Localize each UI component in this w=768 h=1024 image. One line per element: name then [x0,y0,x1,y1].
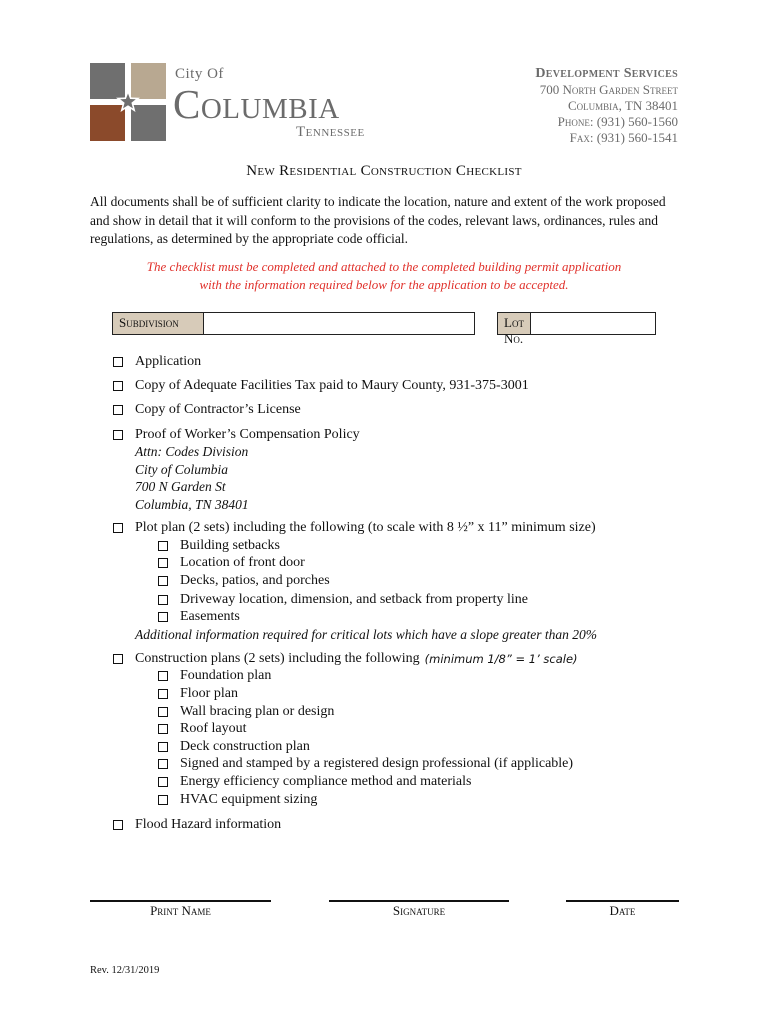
plot-sub-item [158,591,528,609]
item-label: Wall bracing plan or design [180,704,335,719]
item-label: Driveway location, dimension, and setback from property line [180,592,528,607]
checkbox[interactable] [113,405,123,415]
address-line: Columbia, TN 38401 [135,496,249,512]
department-city: Columbia, TN 38401 [567,98,678,113]
mailing-address [135,443,249,513]
checklist-item-application [113,353,201,371]
construction-sub-item [158,720,247,738]
checkbox[interactable] [158,576,168,586]
subdivision-input[interactable] [204,313,474,334]
notice-line-2: with the information required below for the application to be accepted. [199,277,569,292]
checkbox[interactable] [158,558,168,568]
checkbox[interactable] [158,612,168,622]
construction-sub-item [158,773,471,791]
checkbox[interactable] [158,795,168,805]
checkbox[interactable] [158,707,168,717]
item-label: Construction plans (2 sets) including the following [135,651,420,666]
address-line: Attn: Codes Division [135,444,249,459]
logo-tennessee: Tennessee [296,124,365,140]
checkbox[interactable] [158,759,168,769]
item-label: Signed and stamped by a registered design professional (if applicable) [180,756,574,771]
checkbox[interactable] [113,357,123,367]
date-line[interactable] [566,900,679,902]
lot-number-label: Lot No. [498,313,531,334]
address-line: 700 N Garden St [135,479,226,494]
construction-sub-item [158,703,334,721]
item-label: Location of front door [180,555,305,570]
intro-paragraph: All documents shall be of sufficient clarity to indicate the location, nature and extent of the work proposed and show in detail that it will conform to the provisions of the codes, relevant laws, ordinances, rules and regulations, as determined by the appropriate code official. [90,194,666,246]
checkbox[interactable] [113,654,123,664]
construction-sub-item [158,667,271,685]
construction-sub-item [158,685,238,703]
scale-note: (minimum 1/8” = 1’ scale) [424,652,578,666]
date-label: Date [609,903,636,918]
plot-sub-item [158,572,330,590]
signature-label: Signature [392,903,446,918]
department-phone: Phone: (931) 560-1560 [557,114,678,129]
item-label: Copy of Adequate Facilities Tax paid to Maury County, 931-375-3001 [135,378,529,393]
checkbox[interactable] [158,595,168,605]
requirement-notice [0,258,768,294]
checklist-item-plot-plan [113,519,596,537]
department-fax: Fax: (931) 560-1541 [569,130,678,145]
city-logo [90,63,166,141]
plot-sub-item [158,537,280,555]
item-label: Energy efficiency compliance method and materials [180,774,472,789]
checkbox[interactable] [158,541,168,551]
plot-sub-item [158,608,240,626]
print-name-line[interactable] [90,900,271,902]
checkbox[interactable] [113,523,123,533]
checkbox[interactable] [158,742,168,752]
item-label: Foundation plan [180,668,272,683]
checklist-item-workers-comp [113,426,360,444]
logo-city-of: City Of [175,66,224,82]
signature-line[interactable] [329,900,509,902]
star-icon [114,87,142,115]
lot-number-field [497,312,656,346]
critical-lots-note: Additional information required for critical lots which have a slope greater than 20% [135,627,597,642]
construction-sub-item [158,791,317,809]
checkbox[interactable] [113,430,123,440]
checklist-item-contractor-license [113,401,301,419]
construction-sub-item [158,738,310,756]
item-label: Floor plan [180,686,238,701]
item-label: HVAC equipment sizing [180,792,318,807]
item-label: Building setbacks [180,538,280,553]
item-label: Application [135,354,202,369]
item-label: Easements [180,609,240,624]
checkbox[interactable] [158,724,168,734]
checkbox[interactable] [158,777,168,787]
item-label: Copy of Contractor’s License [135,402,301,417]
print-name-label: Print Name [150,903,211,918]
department-address-block [535,66,678,146]
item-label: Proof of Worker’s Compensation Policy [135,427,360,442]
address-line: City of Columbia [135,461,229,477]
checkbox[interactable] [113,820,123,830]
checkbox[interactable] [158,689,168,699]
item-label: Roof layout [180,721,247,736]
checklist-item-construction-plans [113,650,578,668]
checklist-item-facilities-tax [113,377,529,395]
construction-sub-item [158,755,573,773]
logo-columbia: Columbia [173,81,340,127]
revision-date: Rev. 12/31/2019 [90,965,160,976]
checkbox[interactable] [158,671,168,681]
page-title: New Residential Construction Checklist [246,163,522,179]
notice-line-1: The checklist must be completed and attached to the completed building permit application [146,259,622,274]
checklist-item-flood-hazard [113,816,281,834]
department-street: 700 North Garden Street [539,82,678,97]
item-label: Decks, patios, and porches [180,573,330,588]
checkbox[interactable] [113,381,123,391]
plot-sub-item [158,554,305,572]
subdivision-label: Subdivision [113,313,204,334]
item-label: Deck construction plan [180,739,310,754]
item-label: Flood Hazard information [135,817,282,832]
subdivision-field [112,312,475,335]
department-name: Development Services [535,66,678,81]
lot-number-input[interactable] [531,313,708,334]
item-label: Plot plan (2 sets) including the following (to scale with 8 ½” x 11” minimum size) [135,520,596,535]
